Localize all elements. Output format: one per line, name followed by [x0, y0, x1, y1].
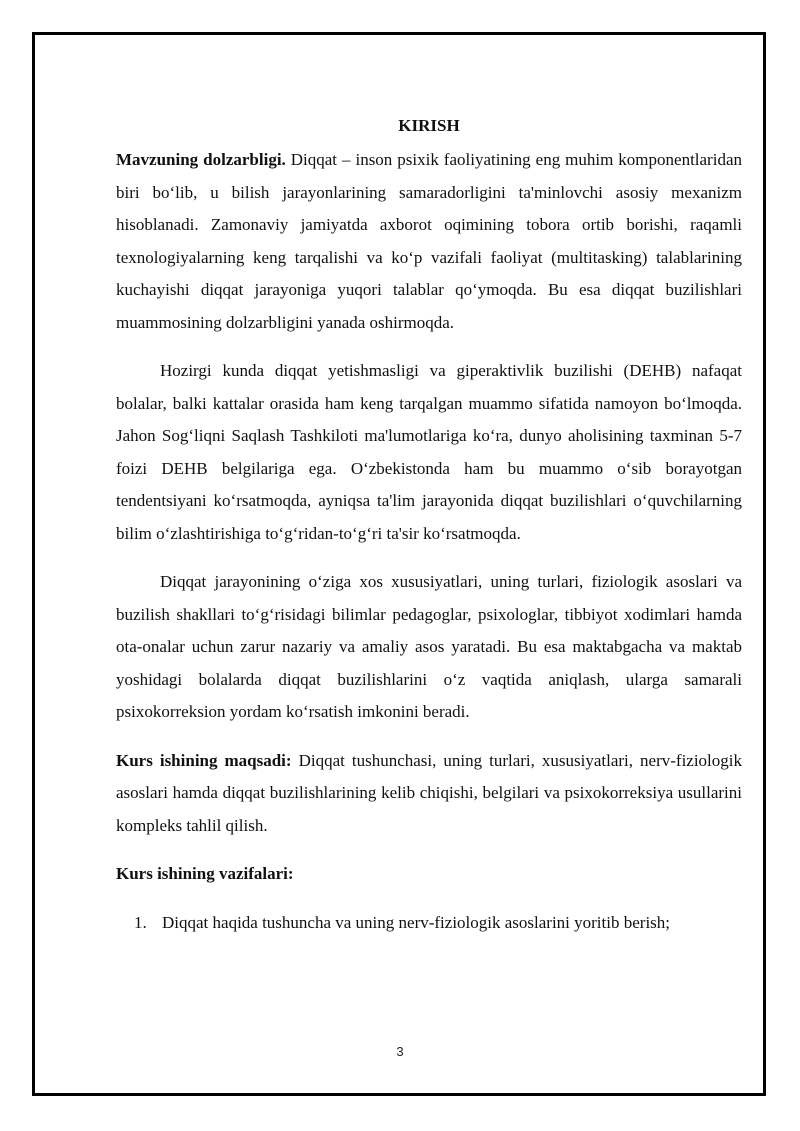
page-number: 3: [396, 1044, 404, 1059]
tasks-heading: Kurs ishining vazifalari:: [116, 864, 294, 883]
list-item-number: 1.: [134, 912, 147, 932]
paragraph-dehb: Hozirgi kunda diqqat yetishmasligi va giperaktivlik buzilishi (DEHB) nafaqat bolalar, balki kattalar orasida ham keng tarqalgan muammo sifatida namoyon bo‘lmoqda. Jahon Sog‘liqni Saqlash Tashkiloti ma'lumotlariga ko‘ra, dunyo aholisining taxminan 5-7 foizi DEHB belgilariga ega. O‘zbekistonda ham bu muammo o‘sib borayotgan tendentsiyani ko‘rsatmoqda, ayniqsa ta'lim jarayonida diqqat buzilishlari o‘quvchilarning bilim o‘zlashtirishiga to‘g‘ridan-to‘g‘ri ta'sir ko‘rsatmoqda.: [116, 361, 742, 543]
goal-lead: Kurs ishining maqsadi:: [116, 750, 292, 770]
tasks-list: [116, 907, 742, 940]
relevance-lead: Mavzuning dolzarbligi.: [116, 150, 286, 169]
paragraph-relevance: [116, 144, 742, 339]
document-body: [116, 110, 742, 939]
relevance-text: Diqqat – inson psixik faoliyatining eng muhim komponentlaridan biri bo‘lib, u bilish jarayonlarining samaradorligini ta'minlovchi asosiy mexanizm hisoblanadi. Zamonaviy jamiyatda axborot oqimining tobora ortib borishi, raqamli texnologiyalarning keng tarqalishi va ko‘p vazifali faoliyat (multitasking) talablarining kuchayishi diqqat jarayoniga yuqori talablar qo‘ymoqda. Bu esa diqqat buzilishlari muammosining dolzarbligini yanada oshirmoqda.: [116, 150, 742, 332]
list-item-text: Diqqat haqida tushuncha va uning nerv-fiziologik asoslarini yoritib berish;: [162, 912, 670, 932]
list-item: [116, 907, 742, 940]
paragraph-knowledge: Diqqat jarayonining o‘ziga xos xususiyatlari, uning turlari, fiziologik asoslari va buzilish shakllari to‘g‘risidagi bilimlar pedagoglar, psixologlar, tibbiyot xodimlari hamda ota-onalar uchun zarur nazariy va amaliy asos yaratadi. Bu esa maktabgacha va maktab yoshidagi bolalarda diqqat buzilishlarini o‘z vaqtida aniqlash, ularga samarali psixokorreksion yordam ko‘rsatish imkonini beradi.: [116, 572, 742, 721]
goal-text: Diqqat tushunchasi, uning turlari, xususiyatlari, nerv-fiziologik asoslari hamda diqqat buzilishlarining kelib chiqishi, belgilari va psixokorreksiya usullarini kompleks tahlil qilish.: [116, 750, 743, 835]
section-heading: KIRISH: [398, 116, 460, 135]
paragraph-goal: [116, 745, 742, 843]
